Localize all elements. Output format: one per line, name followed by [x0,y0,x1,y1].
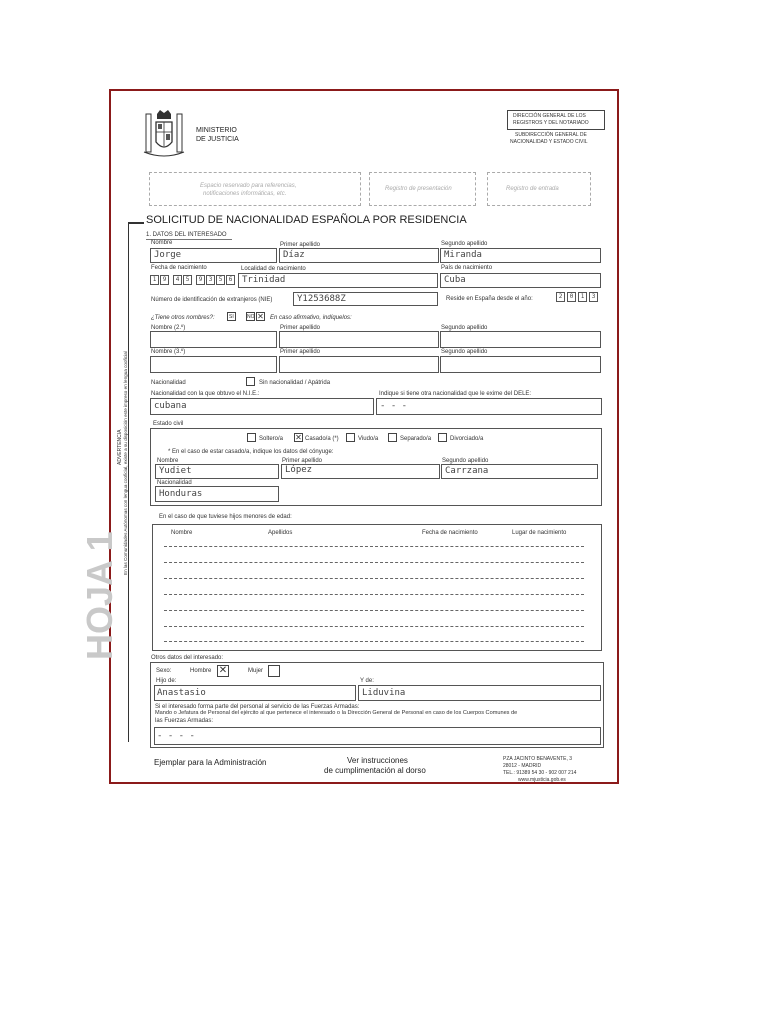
resides-since-digit: 1 [578,292,587,302]
children-heading: En el caso de que tuviese hijos menores de edad: [159,514,292,520]
children-col-birthdate: Fecha de nacimiento [422,530,478,536]
children-row-line [164,641,584,642]
children-col-birthplace: Lugar de nacimiento [512,530,567,536]
birth-date-field[interactable] [150,275,240,287]
name2-second-surname-label: Segundo apellido [441,325,488,331]
son-of-label: Hijo de: [156,678,177,684]
stateless-label: Sin nacionalidad / Apátrida [259,380,331,386]
presentation-register-label: Registro de presentación [385,186,452,192]
sheet-watermark: HOJA 1 [79,531,120,660]
married-label: Casado/a (*) [305,436,339,442]
resides-since-digit: 0 [567,292,576,302]
birth-date-digit: 9 [160,275,169,285]
entry-register-label: Registro de entrada [506,186,559,192]
children-col-surnames: Apellidos [268,530,293,536]
separated-label: Separado/a [400,436,432,442]
subdirectorate-line2: NACIONALIDAD Y ESTADO CIVIL [510,139,588,145]
spouse-note: * En el caso de estar casado/a, indique los datos del cónyuge: [168,449,334,455]
spouse-first-surname-label: Primer apellido [282,458,323,464]
birth-country-value: Cuba [444,275,466,285]
nationality-nie-label: Nacionalidad con la que obtuvo el N.I.E.: [151,391,260,397]
instructions-line1: Ver instrucciones [347,756,408,765]
name2-first-surname-field[interactable] [279,331,439,348]
birth-date-digit: 1 [150,275,159,285]
birth-locality-label: Localidad de nacimiento [241,266,306,272]
warning-text: En las Comunidades Autónomas con lengua cooficial, existe a su disposición este impreso en lengua cooficial [123,351,128,575]
nie-label: Número de identificación de extranjeros (NIE) [151,297,273,303]
stateless-checkbox[interactable] [246,377,255,386]
spouse-name-label: Nombre [157,458,179,464]
children-col-name: Nombre [171,530,193,536]
name3-first-surname-label: Primer apellido [280,349,321,355]
ministry-name-line1: MINISTERIO [196,127,237,134]
directorate-line1: DIRECCIÓN GENERAL DE LOS [513,113,586,119]
birth-date-label: Fecha de nacimiento [151,265,207,271]
other-nationality-field[interactable] [376,398,602,415]
address-line3: TEL.: 91389 54 30 - 902 007 214 [503,770,577,776]
name-value: Jorge [154,250,182,260]
widowed-checkbox[interactable] [346,433,355,442]
name3-field[interactable] [150,356,277,373]
children-row-line [164,562,584,563]
address-line1: PZA JACINTO BENAVENTE, 3 [503,756,572,762]
female-checkbox[interactable] [268,665,280,677]
nationality-label: Nacionalidad [151,380,186,386]
instructions-line2: de cumplimentación al dorso [324,766,426,775]
resides-since-field[interactable] [556,292,602,305]
military-field[interactable] [154,727,601,745]
name2-field[interactable] [150,331,277,348]
female-label: Mujer [248,668,264,674]
other-names-question: ¿Tiene otros nombres?: [151,315,215,321]
reserved-space-line1: Espacio reservado para referencias, [200,183,297,189]
children-row-line [164,578,584,579]
birth-country-label: País de nacimiento [441,265,493,271]
address-line4: www.mjusticia.gob.es [518,777,566,783]
resides-since-digit: 3 [589,292,598,302]
father-value: Anastasio [157,688,206,698]
second-surname-value: Miranda [444,250,482,260]
coat-of-arms-logo [142,108,186,160]
first-surname-value: Díaz [283,250,305,260]
single-label: Soltero/a [259,436,284,442]
second-surname-label: Segundo apellido [441,241,488,247]
birth-date-digit: 4 [173,275,182,285]
divorced-checkbox[interactable] [438,433,447,442]
other-names-hint: En caso afirmativo, indíquelos: [270,315,352,321]
directorate-line2: REGISTROS Y DEL NOTARIADO [513,120,589,126]
separated-checkbox[interactable] [388,433,397,442]
birth-date-digit: 6 [226,275,235,285]
mother-value: Liduvina [362,688,406,698]
other-nationality-label: Indique si tiene otra nacionalidad que le exime del DELE: [379,391,532,397]
military-line2: Mando o Jefatura de Personal del ejército al que pertenece el interesado o la Dirección General de Personal en caso de los Cuerpos Comunes de [155,710,518,716]
spouse-first-surname-value: López [285,465,313,475]
first-surname-label: Primer apellido [280,242,321,248]
spouse-nationality-value: Honduras [159,489,203,499]
spouse-name-value: Yudiet [159,466,192,476]
name3-second-surname-field[interactable] [440,356,601,373]
name3-label: Nombre (3.º) [151,349,186,355]
address-line2: 28012 - MADRID [503,763,542,769]
civil-status-heading: Estado civil [153,421,184,427]
birth-locality-value: Trinidad [242,275,286,285]
ministry-name-line2: DE JUSTICIA [196,136,239,143]
reserved-space-box [149,172,361,206]
other-names-no-label: NO [247,314,255,320]
children-row-line [164,594,584,595]
name2-label: Nombre (2.º) [151,325,186,331]
reserved-space-line2: notificaciones informáticas, etc. [203,191,287,197]
children-row-line [164,610,584,611]
birth-date-digit: 5 [183,275,192,285]
birth-date-digit: 5 [216,275,225,285]
resides-since-digit: 2 [556,292,565,302]
nationality-nie-value: cubana [154,401,187,411]
other-data-heading: Otros datos del interesado: [151,655,224,661]
name-label: Nombre [151,240,173,246]
spouse-nationality-label: Nacionalidad [157,480,192,486]
nie-value: Y1253688Z [297,294,346,304]
male-label: Hombre [190,668,212,674]
name2-second-surname-field[interactable] [440,331,601,348]
military-line3: las Fuerzas Armadas: [155,718,214,724]
spouse-second-surname-label: Segundo apellido [442,458,489,464]
copy-label: Ejemplar para la Administración [154,758,267,767]
name3-first-surname-field[interactable] [279,356,439,373]
section1-heading: 1. DATOS DEL INTERESADO [146,232,227,238]
children-row-line [164,626,584,627]
and-of-label: Y de: [360,678,374,684]
single-checkbox[interactable] [247,433,256,442]
married-checkbox[interactable]: ✕ [295,433,302,442]
other-nationality-value: - - - [380,401,408,411]
divorced-label: Divorciado/a [450,436,484,442]
name2-first-surname-label: Primer apellido [280,325,321,331]
subdirectorate-line1: SUBDIRECCIÓN GENERAL DE [515,132,587,138]
military-value: - - - - [157,731,195,741]
name3-second-surname-label: Segundo apellido [441,349,488,355]
children-row-line [164,546,584,547]
form-title: SOLICITUD DE NACIONALIDAD ESPAÑOLA POR RESIDENCIA [146,214,467,226]
children-table [152,524,602,651]
warning-title: ADVERTENCIA [117,429,123,465]
spouse-second-surname-value: Carrzana [445,466,489,476]
title-rule [128,222,144,224]
other-names-no-mark: ✕ [257,312,264,321]
sex-label: Sexo: [156,668,172,674]
birth-date-digit: 9 [196,275,205,285]
other-names-yes-label: SI [229,314,234,320]
widowed-label: Viudo/a [358,436,379,442]
birth-date-digit: 3 [206,275,215,285]
resides-since-label: Reside en España desde el año: [446,296,533,302]
male-checkbox[interactable]: ✕ [218,665,228,676]
military-line1: Si el interesado forma parte del personal al servicio de las Fuerzas Armadas: [155,704,360,710]
